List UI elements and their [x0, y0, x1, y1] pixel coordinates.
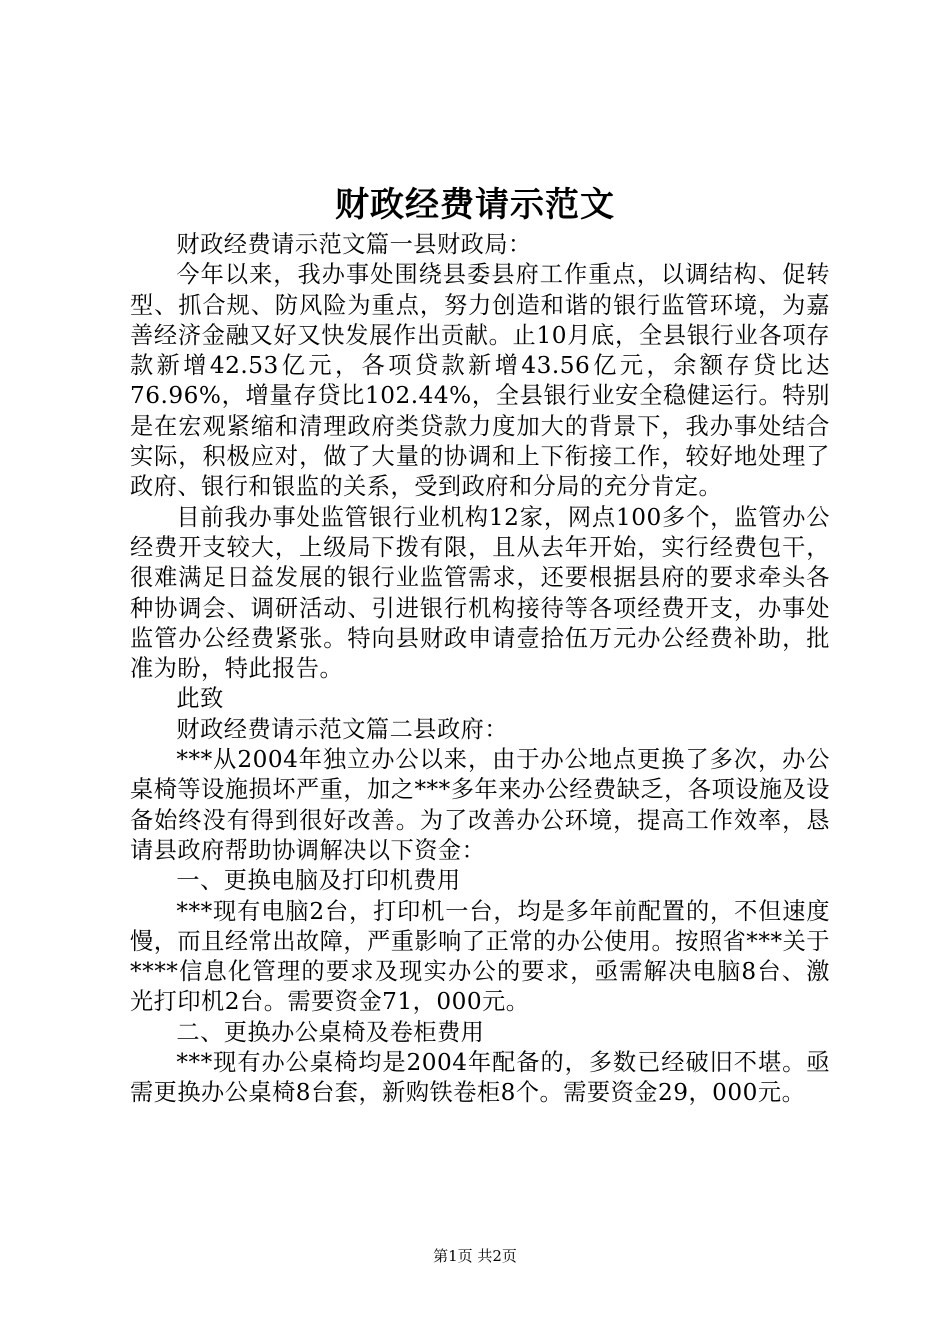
body-paragraph: 目前我办事处监管银行业机构12家，网点100多个，监管办公经费开支较大，上级局下拨有限，且从去年开始，实行经费包干，很难满足日益发展的银行业监管需求，还要根据县府的要求牵头各种协调会、调研活动、引进银行机构接待等各项经费开支，办事处监管办公经费紧张。特向县财政申请壹拾伍万元办公经费补助，批准为盼，特此报告。	[130, 503, 830, 683]
body-paragraph: ***从2004年独立办公以来，由于办公地点更换了多次，办公桌椅等设施损坏严重，加之***多年来办公经费缺乏，各项设施及设备始终没有得到很好改善。为了改善办公环境，提高工作效率，恳请县政府帮助协调解决以下资金：	[130, 746, 830, 864]
body-paragraph: 今年以来，我办事处围绕县委县府工作重点，以调结构、促转型、抓合规、防风险为重点，努力创造和谐的银行监管环境，为嘉善经济金融又好又快发展作出贡献。止10月底，全县银行业各项存款新增42.53亿元，各项贷款新增43.56亿元，余额存贷比达76.96%，增量存贷比102.44%，全县银行业安全稳健运行。特别是在宏观紧缩和清理政府类贷款力度加大的背景下，我办事处结合实际，积极应对，做了大量的协调和上下衔接工作，较好地处理了政府、银行和银监的关系，受到政府和分局的充分肯定。	[130, 261, 830, 501]
body-paragraph: ***现有电脑2台，打印机一台，均是多年前配置的，不但速度慢，而且经常出故障，严重影响了正常的办公使用。按照省***关于****信息化管理的要求及现实办公的要求，亟需解决电脑8台、激光打印机2台。需要资金71，000元。	[130, 897, 830, 1016]
document-title: 财政经费请示范文	[335, 185, 615, 225]
salutation-one: 财政经费请示范文篇一县财政局：	[176, 231, 532, 258]
closing-text: 此致	[176, 685, 224, 713]
section-heading: 一、更换电脑及打印机费用	[176, 867, 461, 895]
salutation-two: 财政经费请示范文篇二县政府：	[176, 715, 509, 743]
page-footer: 第1页 共2页	[433, 1247, 517, 1265]
section-heading: 二、更换办公桌椅及卷柜费用	[176, 1018, 485, 1046]
body-paragraph: ***现有办公桌椅均是2004年配备的，多数已经破旧不堪。亟需更换办公桌椅8台套，新购铁卷柜8个。需要资金29，000元。	[130, 1049, 830, 1107]
document-body	[130, 230, 830, 1109]
